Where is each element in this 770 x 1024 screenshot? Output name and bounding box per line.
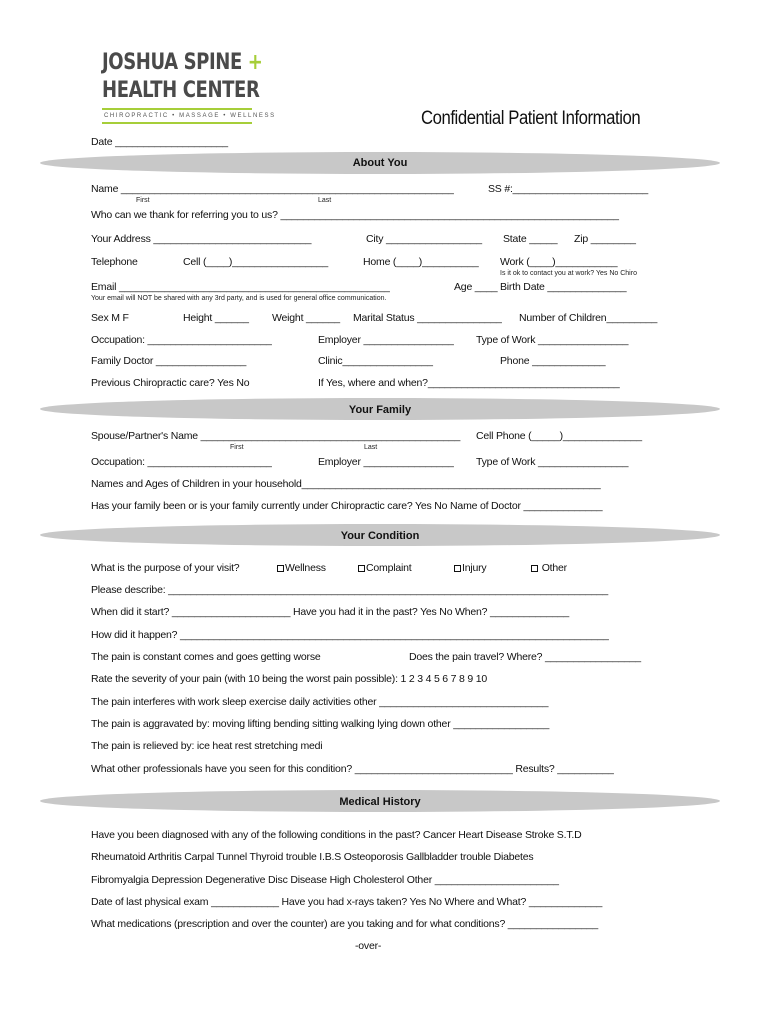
last-caption: Last [318,197,332,204]
height-field[interactable]: Height ______ [183,312,249,324]
purpose-injury-option[interactable] [453,562,486,574]
family-doctor-field[interactable]: Family Doctor ________________ [91,355,247,367]
wellness-label: Wellness [285,562,326,574]
start-field[interactable]: When did it start? _____________________ Have you had it in the past? Yes No When? ______________ [91,606,569,618]
other-label: Other [541,562,567,574]
spouse-occupation-field[interactable]: Occupation: ______________________ [91,456,272,468]
occupation-field[interactable]: Occupation: ______________________ [91,334,272,346]
marital-field[interactable]: Marital Status _______________ [353,312,502,324]
interferes-field[interactable]: The pain interferes with work sleep exercise daily activities other ______________________________ [91,696,549,708]
aggravated-field[interactable]: The pain is aggravated by: moving lifting bending sitting walking lying down other _________________ [91,718,550,730]
logo-plus: + [247,50,263,75]
purpose-other-option[interactable] [530,562,567,574]
children-names-field[interactable]: Names and Ages of Children in your household_____________________________________________________ [91,478,601,490]
work-phone-field[interactable]: Work (____)___________ [500,256,618,268]
zip-field[interactable]: Zip ________ [574,233,636,245]
employer-field[interactable]: Employer ________________ [318,334,454,346]
email-field[interactable]: Email ________________________________________________ [91,281,390,293]
spouse-last-caption: Last [364,444,378,451]
section-title-history: Medical History [339,796,421,808]
injury-checkbox[interactable] [454,565,461,572]
cell-field[interactable]: Cell (____)_________________ [183,256,329,268]
name-field[interactable]: Name ___________________________________________________________ [91,183,454,195]
ss-field[interactable]: SS #:________________________ [488,183,649,195]
logo-rule-top [102,108,252,110]
telephone-label: Telephone [91,256,138,268]
family-chiro-field[interactable]: Has your family been or is your family currently under Chiropractic care? Yes No Name of Doctor ______________ [91,500,603,512]
children-field[interactable]: Number of Children_________ [519,312,658,324]
purpose-complaint-option[interactable] [357,562,411,574]
city-field[interactable]: City _________________ [366,233,482,245]
if-yes-field[interactable]: If Yes, where and when?__________________________________ [318,377,620,389]
logo-line-1 [102,50,263,75]
work-contact-note: Is it ok to contact you at work? Yes No Chiro [500,270,637,277]
birth-date-field[interactable]: Birth Date ______________ [500,281,627,293]
state-field[interactable]: State _____ [503,233,558,245]
wellness-checkbox[interactable] [277,565,284,572]
weight-field[interactable]: Weight ______ [272,312,340,324]
footer-over: -over- [355,940,382,952]
pain-travel-field[interactable]: Does the pain travel? Where? _________________ [409,651,641,663]
logo-line-2: HEALTH CENTER [102,78,260,103]
logo-rule-bottom [102,122,252,124]
spouse-name-field[interactable]: Spouse/Partner's Name ______________________________________________ [91,430,461,442]
type-of-work-field[interactable]: Type of Work ________________ [476,334,629,346]
home-field[interactable]: Home (____)__________ [363,256,479,268]
date-field[interactable]: Date ____________________ [91,136,228,148]
section-title-about: About You [352,157,408,169]
relieved-field[interactable]: The pain is relieved by: ice heat rest stretching medi [91,740,323,752]
other-checkbox[interactable] [531,565,538,572]
first-caption: First [136,197,150,204]
purpose-wellness-option[interactable] [276,562,326,574]
age-field[interactable]: Age ____ [454,281,498,293]
complaint-checkbox[interactable] [358,565,365,572]
section-title-family: Your Family [348,404,412,416]
phone-field[interactable]: Phone _____________ [500,355,606,367]
severity-field[interactable]: Rate the severity of your pain (with 10 being the worst pain possible): 1 2 3 4 5 6 7 8 9 10 [91,673,488,685]
conditions-row-3[interactable]: Fibromyalgia Depression Degenerative Disc Disease High Cholesterol Other ______________________ [91,874,559,886]
section-title-condition: Your Condition [340,530,420,542]
diagnosed-field[interactable]: Have you been diagnosed with any of the following conditions in the past? Cancer Heart Disease Stroke S.T.D [91,829,582,841]
previous-chiro-field[interactable]: Previous Chiropractic care? Yes No [91,377,250,389]
how-happen-field[interactable]: How did it happen? ____________________________________________________________________________ [91,629,609,641]
referral-field[interactable]: Who can we thank for referring you to us? ____________________________________________________________ [91,209,619,221]
email-note: Your email will NOT be shared with any 3rd party, and is used for general office communication. [91,295,387,302]
spouse-cell-field[interactable]: Cell Phone (_____)______________ [476,430,642,442]
logo-tagline: CHIROPRACTIC • MASSAGE • WELLNESS [104,113,276,119]
address-field[interactable]: Your Address ____________________________ [91,233,312,245]
conditions-row-2[interactable]: Rheumatoid Arthritis Carpal Tunnel Thyroid trouble I.B.S Osteoporosis Gallbladder trouble Diabetes [91,851,534,863]
form-title: Confidential Patient Information [421,108,641,129]
describe-field[interactable]: Please describe: ______________________________________________________________________________ [91,584,609,596]
physical-exam-field[interactable]: Date of last physical exam ____________ Have you had x-rays taken? Yes No Where and What? _____________ [91,896,603,908]
professionals-field[interactable]: What other professionals have you seen for this condition? ____________________________ Results? __________ [91,763,614,775]
spouse-employer-field[interactable]: Employer ________________ [318,456,454,468]
pain-is-field[interactable]: The pain is constant comes and goes getting worse [91,651,321,663]
medications-field[interactable]: What medications (prescription and over the counter) are you taking and for what conditions? ________________ [91,918,599,930]
injury-label: Injury [462,562,487,574]
complaint-label: Complaint [366,562,412,574]
sex-field[interactable]: Sex M F [91,312,129,324]
spouse-type-of-work-field[interactable]: Type of Work ________________ [476,456,629,468]
spouse-first-caption: First [230,444,244,451]
clinic-field[interactable]: Clinic________________ [318,355,433,367]
visit-purpose-label: What is the purpose of your visit? [91,562,240,574]
logo-name: JOSHUA SPINE [102,50,242,75]
